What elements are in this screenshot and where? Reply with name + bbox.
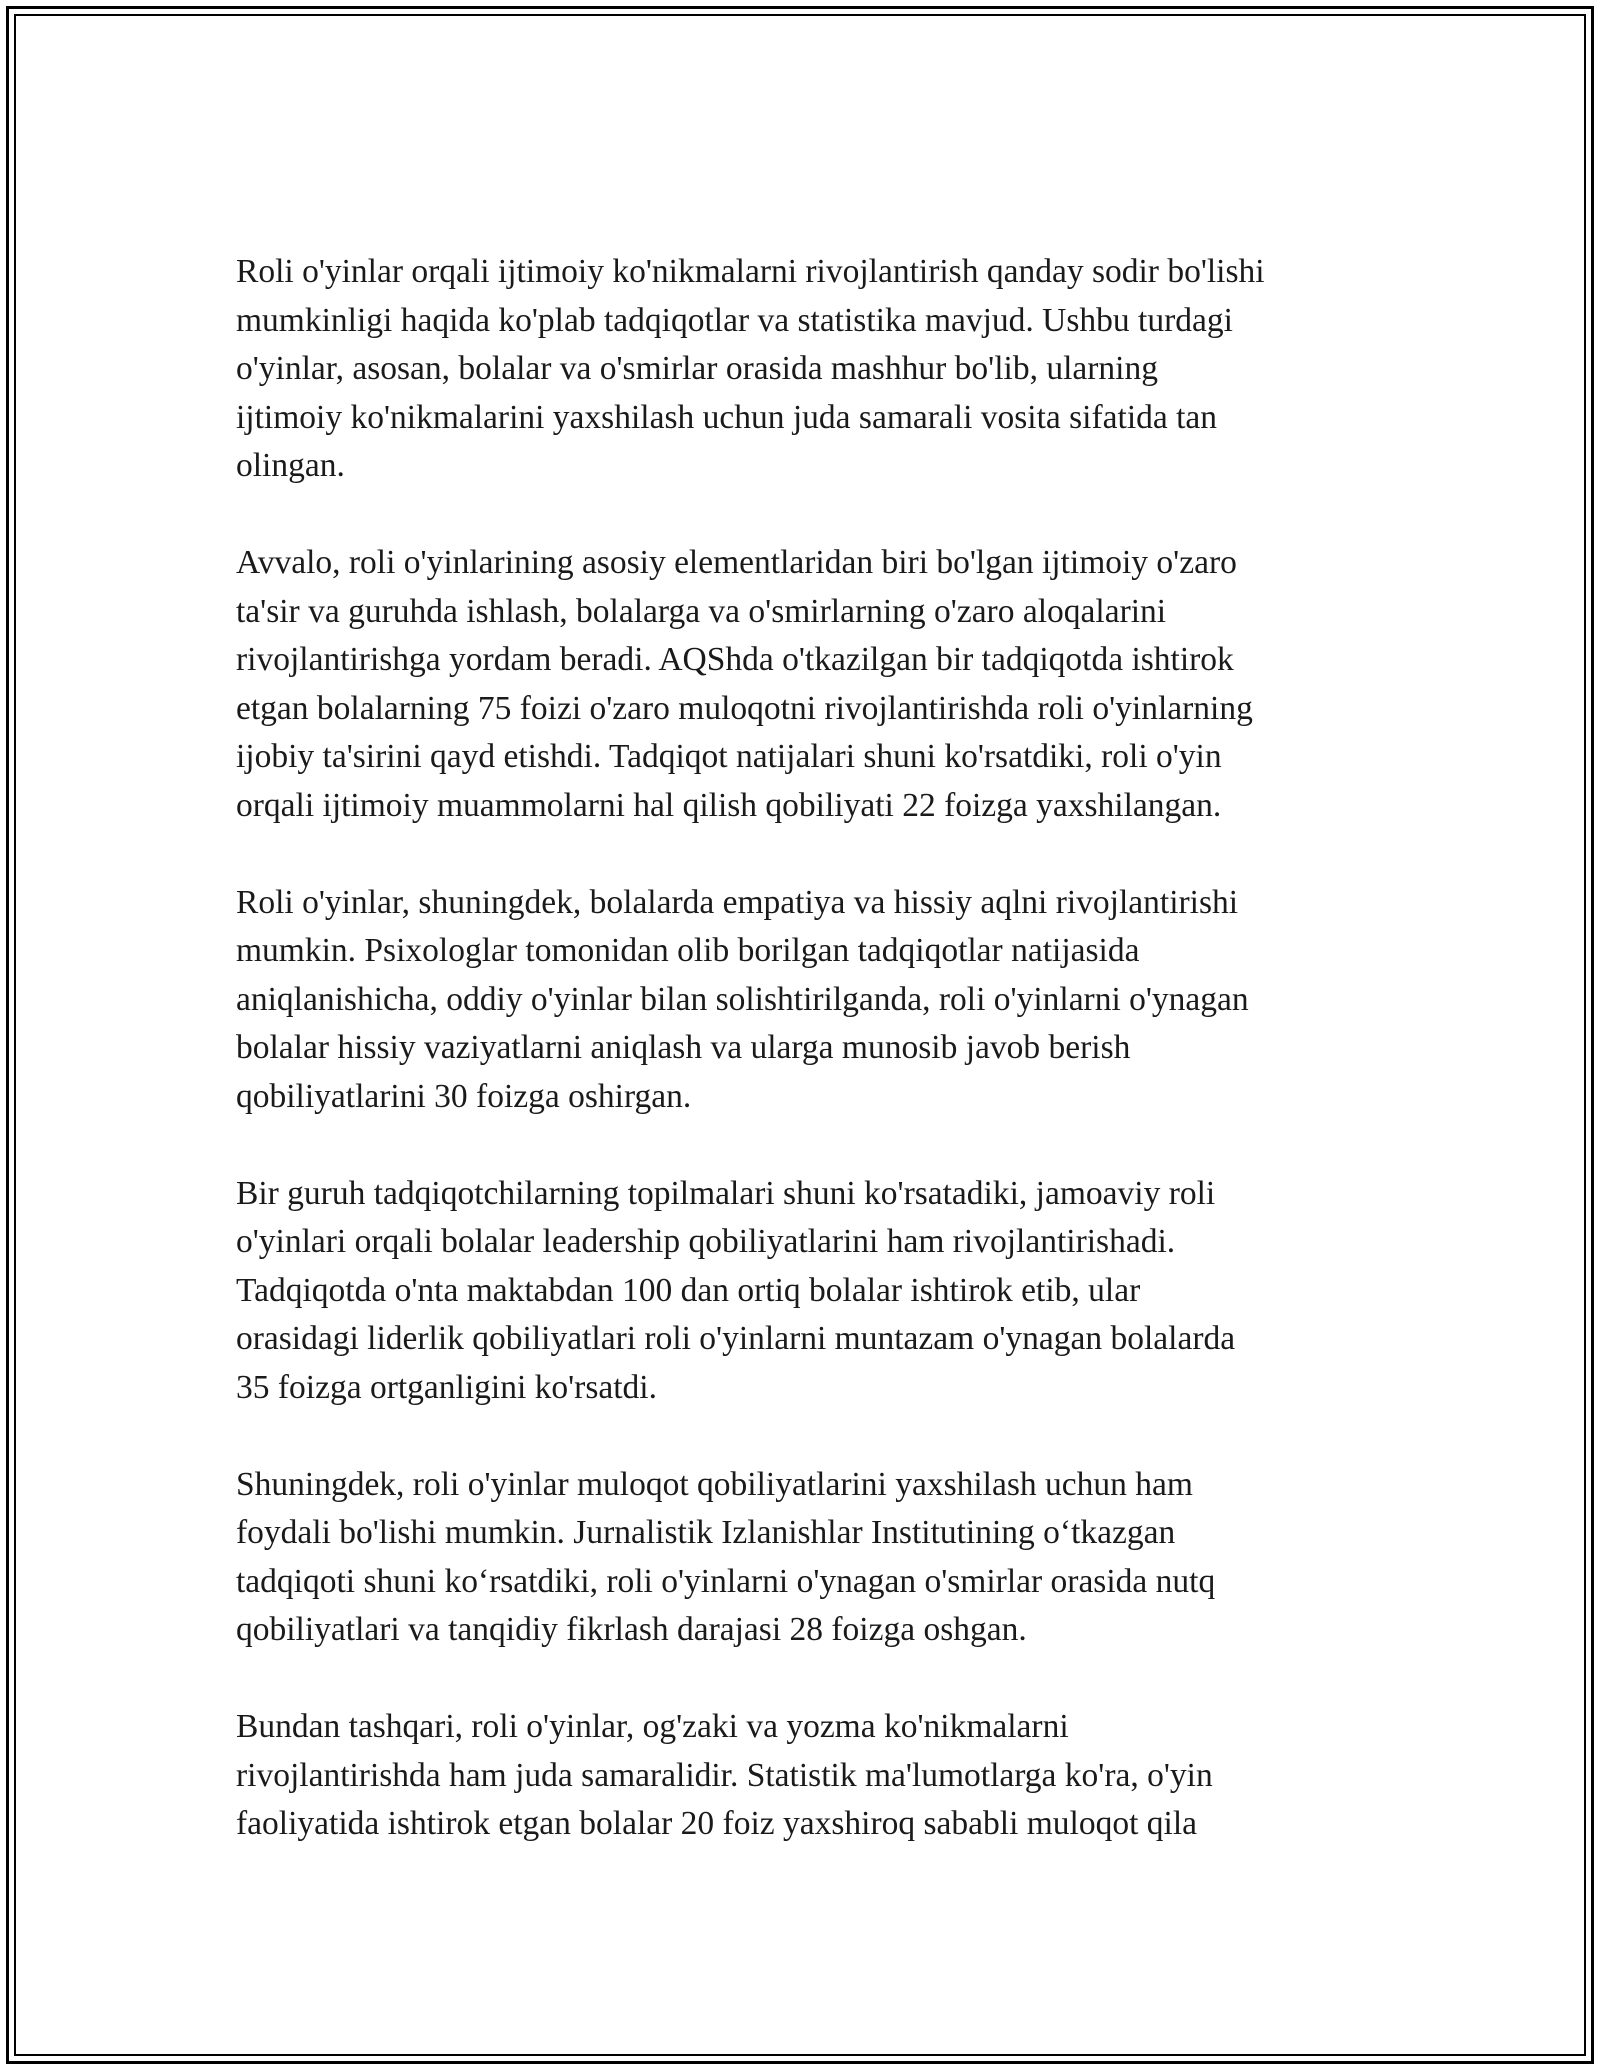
text-line: etgan bolalarning 75 foizi o'zaro muloqotni rivojlantirishda roli o'yinlarning xyxy=(236,689,1253,727)
text-line: faoliyatida ishtirok etgan bolalar 20 foiz yaxshiroq sababli muloqot qila xyxy=(236,1805,1198,1842)
text-line: rivojlantirishda ham juda samaralidir. Statistik ma'lumotlarga ko'ra, o'yin xyxy=(236,1756,1213,1794)
paragraph-3 xyxy=(236,879,1386,1122)
text-line: mumkinligi haqida ko'plab tadqiqotlar va statistika mavjud. Ushbu turdagi xyxy=(236,301,1233,339)
paragraph-6 xyxy=(236,1703,1386,1849)
text-line: ijtimoiy ko'nikmalarini yaxshilash uchun juda samarali vosita sifatida tan xyxy=(236,398,1218,436)
paragraph-2 xyxy=(236,539,1386,830)
text-line: Tadqiqotda o'nta maktabdan 100 dan ortiq bolalar ishtirok etib, ular xyxy=(236,1271,1141,1309)
text-line: foydali bo'lishi mumkin. Jurnalistik Izlanishlar Institutining o‘tkazgan xyxy=(236,1514,1176,1551)
text-line: orqali ijtimoiy muammolarni hal qilish qobiliyati 22 foizga yaxshilangan. xyxy=(236,786,1222,824)
document-body xyxy=(236,248,1386,1897)
text-line: 35 foizga ortganligini ko'rsatdi. xyxy=(236,1368,657,1406)
paragraph-1 xyxy=(236,248,1386,491)
text-line: Bir guruh tadqiqotchilarning topilmalari shuni ko'rsatadiki, jamoaviy roli xyxy=(236,1174,1216,1212)
text-line: aniqlanishicha, oddiy o'yinlar bilan solishtirilganda, roli o'yinlarni o'ynagan xyxy=(236,980,1249,1018)
text-line: qobiliyatlarini 30 foizga oshirgan. xyxy=(236,1077,692,1115)
text-line: mumkin. Psixologlar tomonidan olib borilgan tadqiqotlar natijasida xyxy=(236,932,1140,969)
text-line: Roli o'yinlar, shuningdek, bolalarda empatiya va hissiy aqlni rivojlantirishi xyxy=(236,883,1239,921)
text-line: ijobiy ta'sirini qayd etishdi. Tadqiqot natijalari shuni ko'rsatdiki, roli o'yin xyxy=(236,738,1222,775)
text-line: bolalar hissiy vaziyatlarni aniqlash va ularga munosib javob berish xyxy=(236,1029,1131,1066)
text-line: rivojlantirishga yordam beradi. AQShda o'tkazilgan bir tadqiqotda ishtirok xyxy=(236,641,1234,678)
text-line: qobiliyatlari va tanqidiy fikrlash darajasi 28 foizga oshgan. xyxy=(236,1611,1027,1648)
text-line: tadqiqoti shuni ko‘rsatdiki, roli o'yinlarni o'ynagan o'smirlar orasida nutq xyxy=(236,1562,1216,1600)
text-line: olingan. xyxy=(236,447,345,484)
text-line: Bundan tashqari, roli o'yinlar, og'zaki va yozma ko'nikmalarni xyxy=(236,1708,1069,1745)
paragraph-5 xyxy=(236,1461,1386,1655)
text-line: Avvalo, roli o'yinlarining asosiy elementlaridan biri bo'lgan ijtimoiy o'zaro xyxy=(236,544,1237,581)
text-line: Roli o'yinlar orqali ijtimoiy ko'nikmalarni rivojlantirish qanday sodir bo'lishi xyxy=(236,253,1265,290)
text-line: o'yinlari orqali bolalar leadership qobiliyatlarini ham rivojlantirishadi. xyxy=(236,1223,1176,1260)
text-line: Shuningdek, roli o'yinlar muloqot qobiliyatlarini yaxshilash uchun ham xyxy=(236,1465,1193,1503)
text-line: o'yinlar, asosan, bolalar va o'smirlar orasida mashhur bo'lib, ularning xyxy=(236,350,1158,387)
text-line: ta'sir va guruhda ishlash, bolalarga va o'smirlarning o'zaro aloqalarini xyxy=(236,592,1167,630)
text-line: orasidagi liderlik qobiliyatlari roli o'yinlarni muntazam o'ynagan bolalarda xyxy=(236,1320,1236,1357)
paragraph-4 xyxy=(236,1170,1386,1413)
